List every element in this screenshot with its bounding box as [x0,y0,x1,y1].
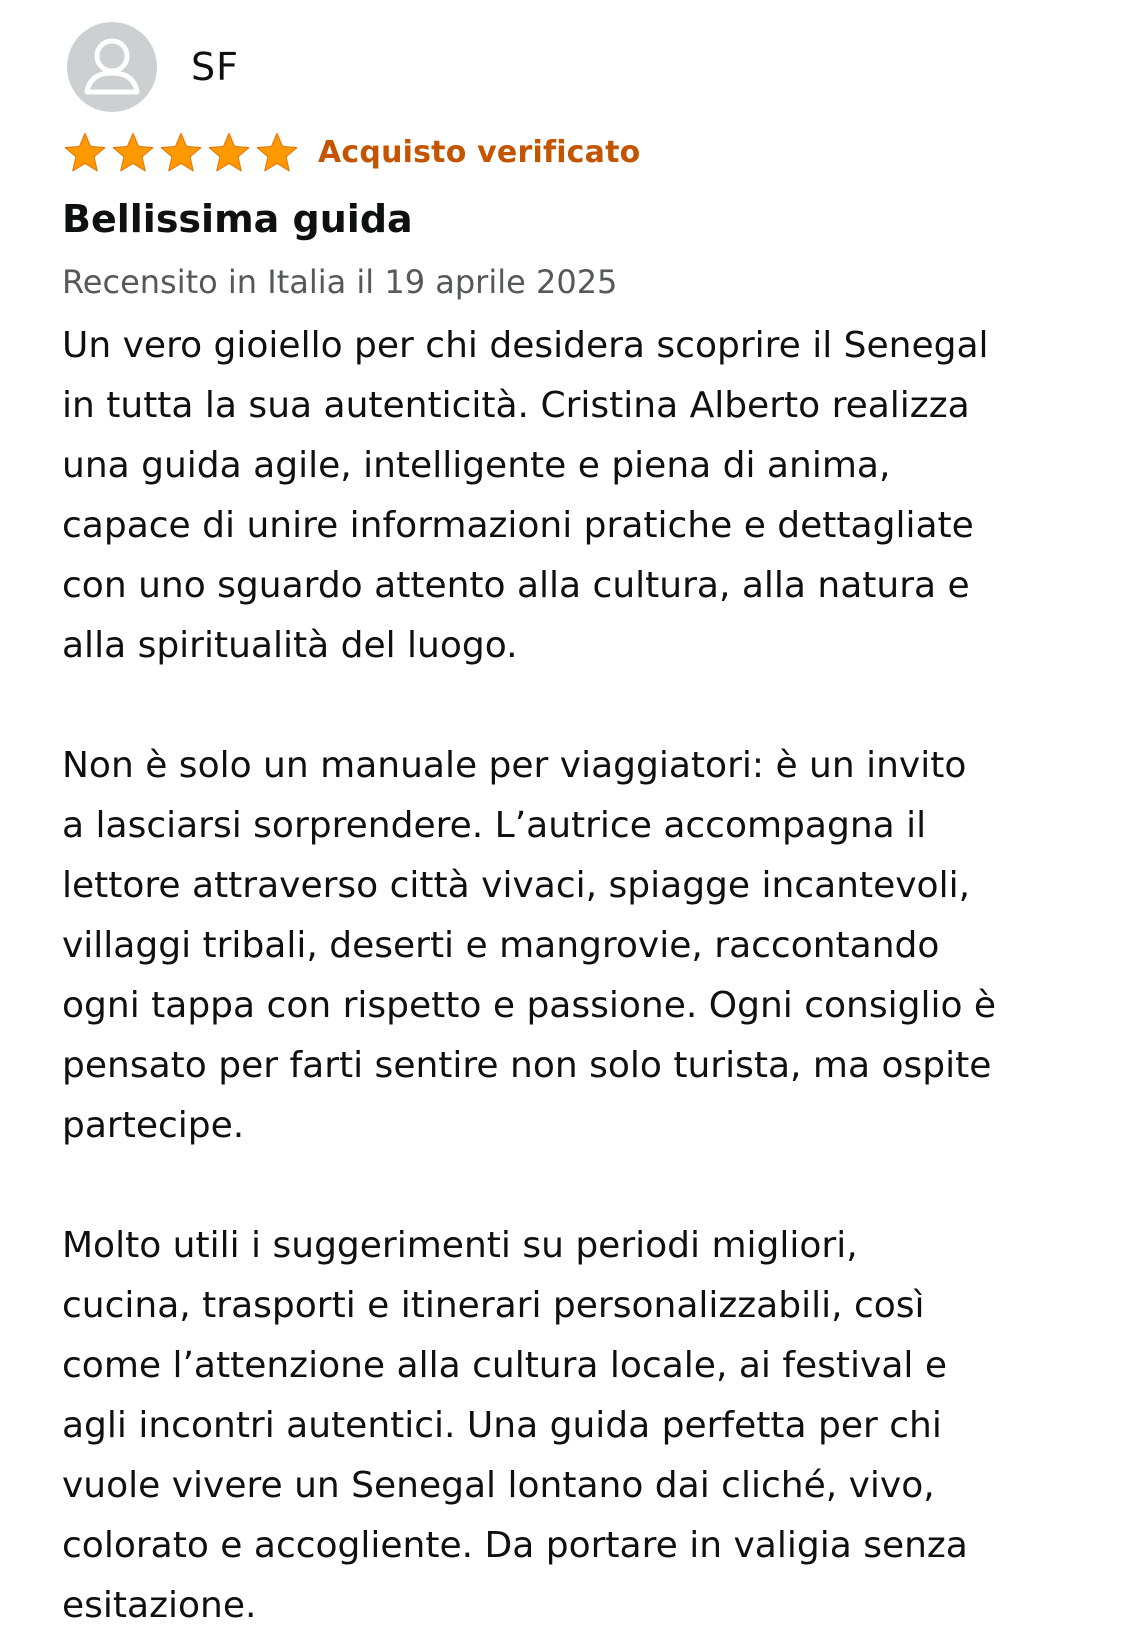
star-icon [206,130,252,176]
review-paragraph: Un vero gioiello per chi desidera scoprire il Senegal in tutta la sua autenticità. Cristina Alberto realizza una guida agile, intelligente e piena di anima, capace di unire informazioni pratiche e dettagliate con uno sguardo attento alla cultura, alla natura e alla spiritualità del luogo. [62,325,989,666]
star-icon [110,130,156,176]
paragraph-spacer [62,1156,1126,1216]
paragraph-spacer [62,676,1126,736]
star-icon [62,130,108,176]
reviewer-profile[interactable] [67,22,239,112]
user-avatar-icon[interactable] [67,22,157,112]
review-paragraph: Molto utili i suggerimenti su periodi migliori, cucina, trasporti e itinerari personalizzabili, così come l’attenzione alla cultura locale, ai festival e agli incontri autentici. Una guida perfetta per chi vuole vivere un Senegal lontano dai cliché, vivo, colorato e accogliente. Da portare in valigia senza esitazione. [62,1225,968,1626]
review-body [62,316,1126,1636]
star-rating[interactable] [62,128,302,178]
review-paragraph: Non è solo un manuale per viaggiatori: è un invito a lasciarsi sorprendere. L’autrice accompagna il lettore attraverso città vivaci, spiagge incantevoli, villaggi tribali, deserti e mangrovie, raccontando ogni tappa con rispetto e passione. Ogni consiglio è pensato per farti sentire non solo turista, ma ospite partecipe. [62,745,997,1146]
review-date: Recensito in Italia il 19 aprile 2025 [62,263,618,301]
verified-purchase-badge: Acquisto verificato [318,135,641,170]
star-icon [254,130,300,176]
review-title[interactable]: Bellissima guida [62,197,413,241]
star-icon [158,130,204,176]
rating-row [62,128,640,178]
reviewer-name[interactable]: SF [191,45,239,89]
